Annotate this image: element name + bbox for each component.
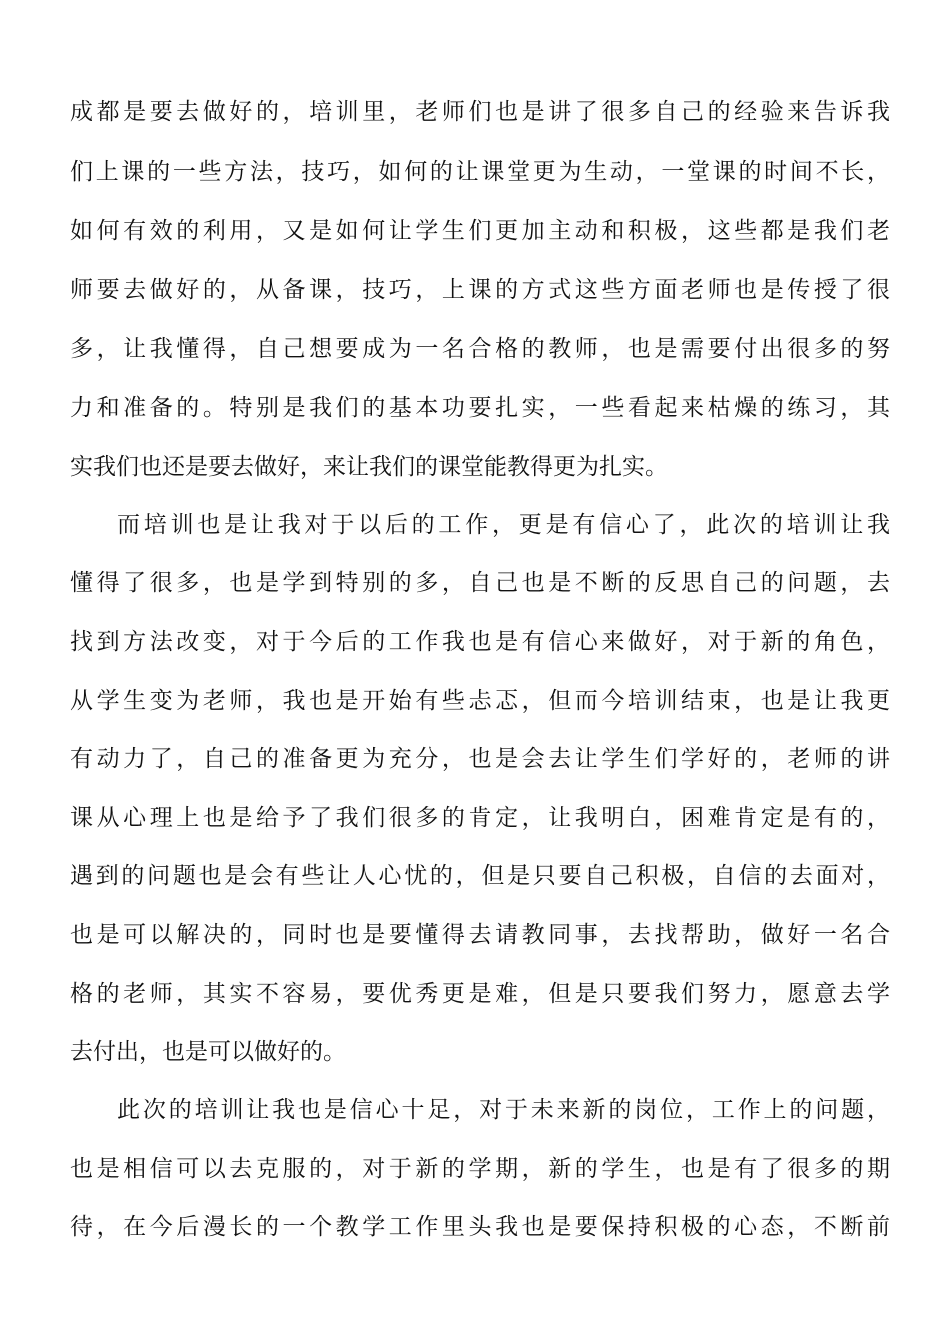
- text-line: 多，让我懂得，自己想要成为一名合格的教师，也是需要付出很多的努: [70, 336, 890, 362]
- text-line: 懂得了很多，也是学到特别的多，自己也是不断的反思自己的问题，去: [70, 570, 890, 596]
- text-line: 找到方法改变，对于今后的工作我也是有信心来做好，对于新的角色，: [70, 629, 890, 655]
- text-line: 有动力了，自己的准备更为充分，也是会去让学生们学好的，老师的讲: [70, 746, 890, 772]
- text-line: 们上课的一些方法，技巧，如何的让课堂更为生动，一堂课的时间不长，: [70, 159, 890, 185]
- text-line: 课从心理上也是给予了我们很多的肯定，让我明白，困难肯定是有的，: [70, 805, 890, 831]
- text-line: 格的老师，其实不容易，要优秀更是难，但是只要我们努力，愿意去学: [70, 981, 890, 1007]
- text-line: 也是相信可以去克服的，对于新的学期，新的学生，也是有了很多的期: [70, 1156, 890, 1182]
- text-line: 也是可以解决的，同时也是要懂得去请教同事，去找帮助，做好一名合: [70, 922, 890, 948]
- text-line: 从学生变为老师，我也是开始有些忐忑，但而今培训结束，也是让我更: [70, 688, 890, 714]
- text-line: 去付出，也是可以做好的。: [70, 1039, 346, 1065]
- text-line: 如何有效的利用，又是如何让学生们更加主动和积极，这些都是我们老: [70, 218, 890, 244]
- text-line: 师要去做好的，从备课，技巧，上课的方式这些方面老师也是传授了很: [70, 277, 890, 303]
- text-line: 此次的培训让我也是信心十足，对于未来新的岗位，工作上的问题，: [117, 1097, 890, 1123]
- text-line: 待，在今后漫长的一个教学工作里头我也是要保持积极的心态，不断前: [70, 1214, 890, 1240]
- text-line: 成都是要去做好的，培训里，老师们也是讲了很多自己的经验来告诉我: [70, 99, 890, 125]
- text-line: 实我们也还是要去做好，来让我们的课堂能教得更为扎实。: [70, 454, 668, 480]
- text-line: 而培训也是让我对于以后的工作，更是有信心了，此次的培训让我: [117, 512, 890, 538]
- text-line: 力和准备的。特别是我们的基本功要扎实，一些看起来枯燥的练习，其: [70, 395, 890, 421]
- text-line: 遇到的问题也是会有些让人心忧的，但是只要自己积极，自信的去面对，: [70, 863, 890, 889]
